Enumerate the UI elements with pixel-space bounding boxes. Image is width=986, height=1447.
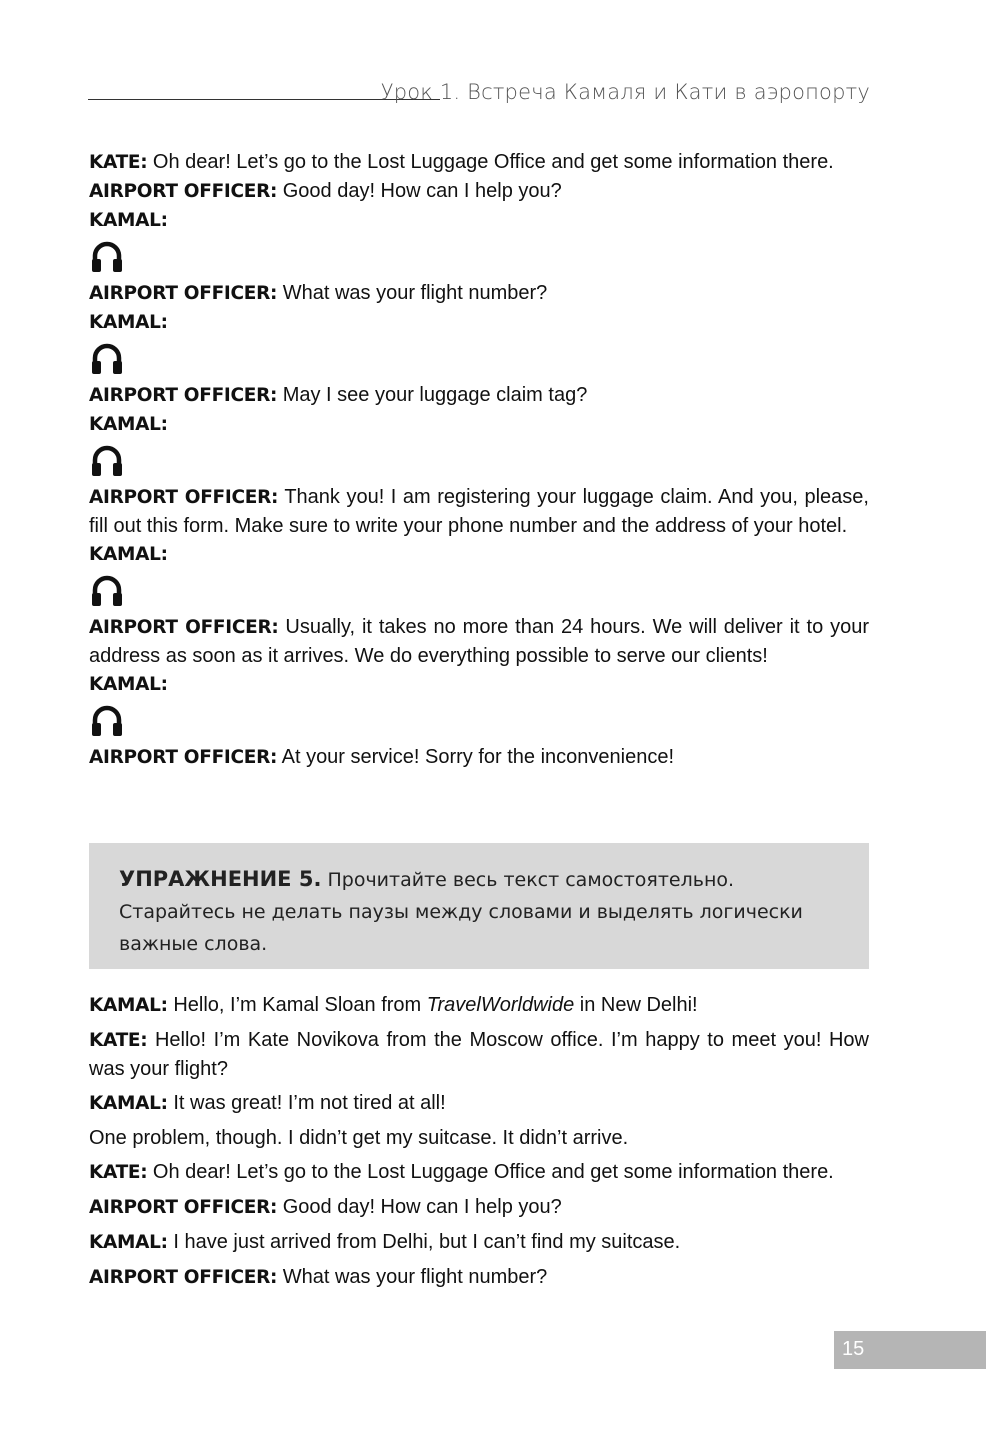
dialogue-text: One problem, though. I didn’t get my suitcase. It didn’t arrive. [89, 1127, 629, 1149]
audio-row [89, 337, 869, 381]
dialogue-text: Hello! I’m Kate Novikova from the Moscow office. I’m happy to meet you! How was your flight? [89, 1029, 869, 1080]
headphones-icon[interactable] [89, 703, 125, 739]
dialogue-section-1 [89, 148, 869, 772]
dialogue-line [89, 1089, 869, 1118]
exercise-text: Прочитайте весь текст самостоятельно. Старайтесь не делать паузы между словами и выделять логически важные слова. [119, 869, 803, 955]
dialogue-text: Hello, I’m Kamal Sloan from [167, 994, 427, 1016]
speaker-label: KAMAL: [89, 312, 168, 333]
speaker-label: KATE: [89, 152, 148, 173]
dialogue-line [89, 279, 869, 308]
exercise-box [89, 843, 869, 969]
running-title: Урок 1. Встреча Камаля и Кати в аэропорту [380, 80, 870, 104]
dialogue-line [89, 1193, 869, 1222]
speaker-label: KAMAL: [89, 414, 168, 435]
dialogue-line [89, 381, 869, 410]
speaker-label: KAMAL: [89, 1232, 168, 1253]
speaker-label: AIRPORT OFFICER: [89, 617, 279, 638]
headphones-icon[interactable] [89, 573, 125, 609]
dialogue-text: Good day! How can I help you? [277, 180, 562, 202]
dialogue-line [89, 540, 869, 569]
speaker-label: KAMAL: [89, 674, 168, 695]
dialogue-text: in New Delhi! [574, 994, 698, 1016]
speaker-label: AIRPORT OFFICER: [89, 283, 278, 304]
page-number: 15 [842, 1338, 865, 1360]
speaker-label: AIRPORT OFFICER: [89, 1267, 278, 1288]
speaker-label: AIRPORT OFFICER: [89, 747, 278, 768]
company-name: TravelWorldwide [426, 994, 575, 1016]
dialogue-text: I have just arrived from Delhi, but I can’t find my suitcase. [167, 1231, 681, 1253]
speaker-label: KAMAL: [89, 544, 168, 565]
dialogue-line [89, 177, 869, 206]
dialogue-line [89, 206, 869, 235]
audio-row [89, 569, 869, 613]
dialogue-line [89, 613, 869, 670]
exercise-label: УПРАЖНЕНИЕ 5. [119, 867, 322, 891]
dialogue-line [89, 410, 869, 439]
speaker-label: KAMAL: [89, 995, 168, 1016]
dialogue-line [89, 1263, 869, 1292]
audio-row [89, 235, 869, 279]
exercise-instruction [119, 863, 839, 960]
dialogue-line [89, 483, 869, 540]
headphones-icon[interactable] [89, 341, 125, 377]
speaker-label: AIRPORT OFFICER: [89, 385, 278, 406]
speaker-label: KAMAL: [89, 1093, 168, 1114]
audio-row [89, 439, 869, 483]
speaker-label: AIRPORT OFFICER: [89, 181, 278, 202]
speaker-label: AIRPORT OFFICER: [89, 1197, 278, 1218]
dialogue-line [89, 1124, 869, 1152]
dialogue-line [89, 991, 869, 1020]
dialogue-line [89, 670, 869, 699]
headphones-icon[interactable] [89, 239, 125, 275]
speaker-label: KATE: [89, 1030, 148, 1051]
speaker-label: KAMAL: [89, 210, 168, 231]
dialogue-text: At your service! Sorry for the inconvenience! [277, 746, 675, 768]
dialogue-line [89, 1228, 869, 1257]
dialogue-section-2 [89, 991, 869, 1298]
dialogue-text: What was your flight number? [277, 1266, 548, 1288]
dialogue-line [89, 148, 869, 177]
speaker-label: KATE: [89, 1162, 148, 1183]
dialogue-text: Thank you! I am registering your luggage claim. And you, please, fill out this form. Make sure to write your phone number and the address of your hotel. [89, 486, 869, 537]
audio-row [89, 699, 869, 743]
speaker-label: AIRPORT OFFICER: [89, 487, 279, 508]
headphones-icon[interactable] [89, 443, 125, 479]
dialogue-text: Good day! How can I help you? [277, 1196, 562, 1218]
dialogue-line [89, 1026, 869, 1083]
dialogue-text: Oh dear! Let’s go to the Lost Luggage Office and get some information there. [147, 1161, 834, 1183]
dialogue-line [89, 308, 869, 337]
dialogue-line [89, 1158, 869, 1187]
dialogue-line [89, 743, 869, 772]
dialogue-text: What was your flight number? [277, 282, 548, 304]
dialogue-text: May I see your luggage claim tag? [277, 384, 588, 406]
dialogue-text: Oh dear! Let’s go to the Lost Luggage Office and get some information there. [147, 151, 834, 173]
dialogue-text: It was great! I’m not tired at all! [167, 1092, 446, 1114]
dialogue-text: Usually, it takes no more than 24 hours. We will deliver it to your address as soon as it arrives. We do everything possible to serve our clients! [89, 616, 869, 667]
page-number-box [834, 1331, 986, 1369]
